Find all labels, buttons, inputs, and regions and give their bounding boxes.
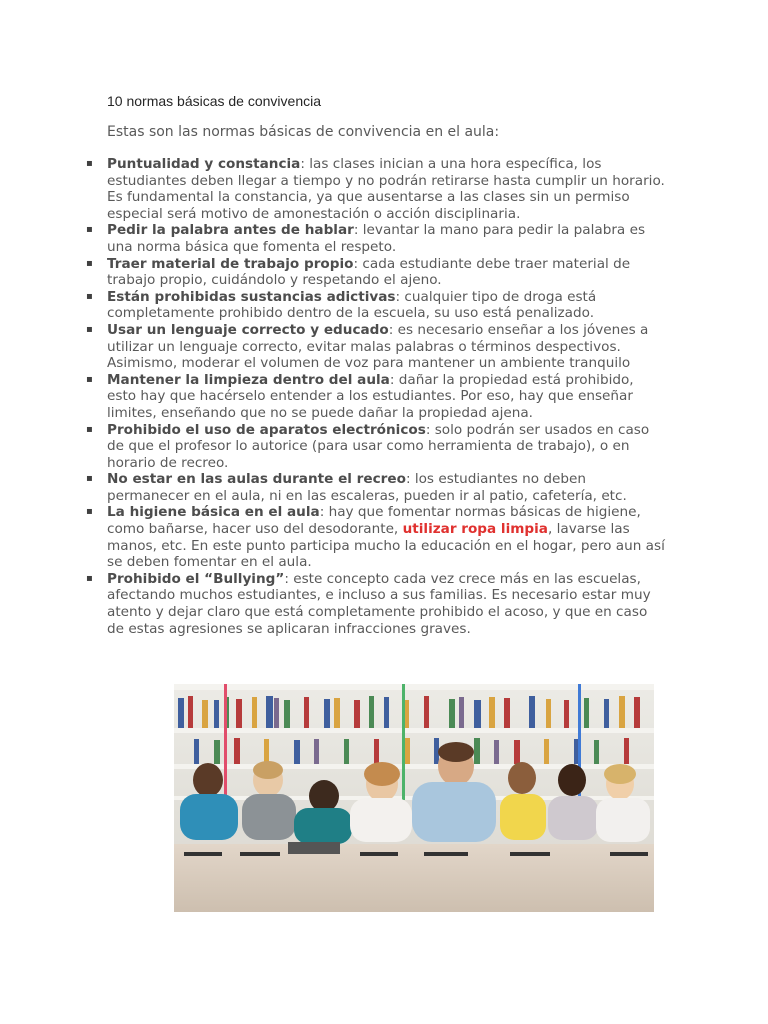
rule-text: : cualquier tipo de droga está completamente prohibido dentro de la escuela, su uso está penalizado. [107, 288, 597, 322]
list-item [86, 156, 667, 222]
rule-title: Prohibido el uso de aparatos electrónicos [107, 421, 426, 438]
list-item [86, 504, 667, 571]
rule-text-after: , lavarse las manos, etc. En este punto participa mucho la educación en el hogar, pero aun así se deben fomentar en el aula. [107, 521, 665, 571]
list-item [86, 288, 667, 322]
bullet-icon: ▪ [86, 323, 93, 335]
rules-list [86, 156, 667, 637]
list-item [86, 321, 667, 372]
bullet-icon: ▪ [86, 224, 93, 236]
rule-text: : solo podrán ser usados en caso de que el profesor lo autorice (para usar como herramienta de trabajo), o en horario de recreo. [107, 421, 650, 471]
list-item [86, 570, 667, 637]
highlighted-text: utilizar ropa limpia [402, 521, 548, 538]
list-item [86, 222, 667, 255]
rule-text: : las clases inician a una hora específica, los estudiantes deben llegar a tiempo y no podrán retirarse hasta cumplir un horario. Es fundamental la constancia, ya que ausentarse a las clases sin un permiso especial será motivo de amonestación o acción disciplinaria. [107, 156, 665, 222]
rule-title: La higiene básica en el aula [107, 504, 320, 521]
bullet-icon: ▪ [86, 290, 93, 302]
list-item [86, 371, 667, 422]
rule-title: Puntualidad y constancia [107, 156, 301, 172]
rule-title: No estar en las aulas durante el recreo [107, 471, 406, 488]
bullet-icon: ▪ [86, 423, 93, 435]
list-item [86, 421, 667, 472]
bullet-icon: ▪ [86, 506, 93, 518]
bullet-icon: ▪ [86, 158, 93, 169]
rule-text: : este concepto cada vez crece más en las escuelas, afectando muchos estudiantes, e incluso a sus familias. Es necesario estar muy atento y dejar claro que está completamente prohibido el acoso, y que en caso de estas agresiones se aplicaran infracciones graves. [107, 570, 651, 637]
list-item [86, 471, 667, 504]
bullet-icon: ▪ [86, 572, 93, 584]
bullet-icon: ▪ [86, 373, 93, 385]
rule-title: Usar un lenguaje correcto y educado [107, 321, 389, 338]
bullet-icon: ▪ [86, 257, 93, 269]
rule-text: : cada estudiante debe traer material de trabajo propio, cuidándolo y respetando el ajeno. [107, 255, 631, 289]
rule-title: Prohibido el “Bullying” [107, 570, 285, 587]
rule-title: Mantener la limpieza dentro del aula [107, 371, 390, 388]
page-title: 10 normas básicas de convivencia [107, 93, 322, 109]
classroom-photo [174, 684, 654, 912]
rule-text: : es necesario enseñar a los jóvenes a utilizar un lenguaje correcto, evitar malas palabras o términos despectivos. Asimismo, moderar el volumen de voz para mantener un ambiente tranquilo [107, 321, 649, 372]
intro-paragraph: Estas son las normas básicas de convivencia en el aula: [107, 124, 500, 140]
bullet-icon: ▪ [86, 473, 93, 485]
rule-text: : hay que fomentar normas básicas de higiene, como bañarse, hacer uso del desodorante, [107, 504, 641, 538]
rule-title: Traer material de trabajo propio [107, 255, 354, 272]
list-item [86, 255, 667, 289]
rule-title: Están prohibidas sustancias adictivas [107, 288, 396, 305]
rule-title: Pedir la palabra antes de hablar [107, 222, 354, 239]
rule-text: : levantar la mano para pedir la palabra es una norma básica que fomenta el respeto. [107, 222, 646, 255]
rule-text: : dañar la propiedad está prohibido, esto hay que hacérselo entender a los estudiantes. Por eso, hay que enseñar limites, enseñando que no se puede dañar la propiedad ajena. [107, 371, 634, 421]
rule-text: : los estudiantes no deben permanecer en el aula, ni en las escaleras, pueden ir al patio, cafetería, etc. [107, 471, 627, 504]
